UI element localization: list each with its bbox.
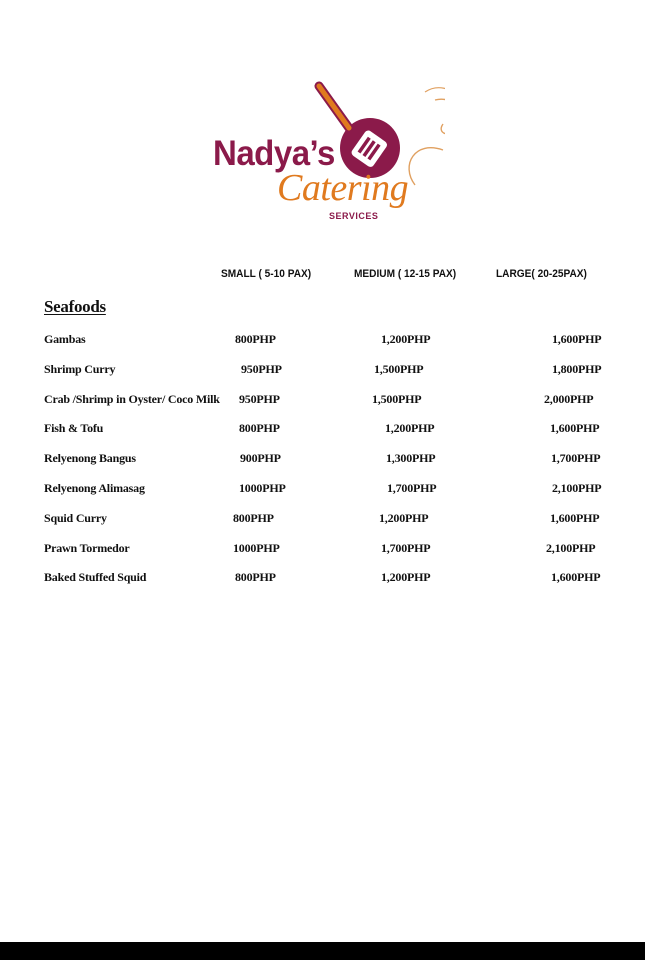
item-name: Shrimp Curry: [44, 362, 116, 376]
price-large: 2,100PHP: [546, 541, 596, 555]
menu-row: [0, 451, 645, 471]
price-medium: 1,200PHP: [381, 332, 431, 346]
price-large: 2,100PHP: [552, 481, 602, 495]
price-small: 800PHP: [233, 511, 274, 525]
price-small: 900PHP: [240, 451, 281, 465]
item-name: Crab /Shrimp in Oyster/ Coco Milk: [44, 392, 220, 406]
price-medium: 1,200PHP: [381, 570, 431, 584]
price-medium: 1,200PHP: [385, 421, 435, 435]
price-medium: 1,500PHP: [374, 362, 424, 376]
price-small: 800PHP: [235, 332, 276, 346]
price-large: 1,800PHP: [552, 362, 602, 376]
item-name: Relyenong Alimasag: [44, 481, 145, 495]
menu-row: [0, 570, 645, 590]
section-title: Seafoods: [44, 297, 106, 316]
menu-row: [0, 392, 645, 412]
price-medium: 1,300PHP: [386, 451, 436, 465]
item-name: Squid Curry: [44, 511, 107, 525]
menu-row: [0, 541, 645, 561]
company-logo: [205, 80, 445, 230]
column-header-large: LARGE( 20-25PAX): [496, 268, 587, 280]
price-large: 1,600PHP: [552, 332, 602, 346]
menu-row: [0, 511, 645, 531]
price-small: 1000PHP: [233, 541, 280, 555]
item-name: Fish & Tofu: [44, 421, 104, 435]
item-name: Prawn Tormedor: [44, 541, 130, 555]
price-small: 1000PHP: [239, 481, 286, 495]
column-header-small: SMALL ( 5-10 PAX): [221, 268, 312, 280]
price-small: 800PHP: [239, 421, 280, 435]
menu-row: [0, 481, 645, 501]
logo-name-text: Nadya’s: [213, 132, 335, 173]
menu-row: [0, 421, 645, 441]
price-large: 2,000PHP: [544, 392, 594, 406]
price-large: 1,700PHP: [551, 451, 601, 465]
bottom-black-bar: [0, 942, 645, 960]
price-medium: 1,200PHP: [379, 511, 429, 525]
item-name: Relyenong Bangus: [44, 451, 136, 465]
item-name: Gambas: [44, 332, 86, 346]
price-medium: 1,700PHP: [387, 481, 437, 495]
logo-services-text: SERVICES: [329, 211, 379, 221]
price-small: 800PHP: [235, 570, 276, 584]
price-large: 1,600PHP: [551, 570, 601, 584]
logo-catering-text: Catering: [277, 167, 409, 209]
price-large: 1,600PHP: [550, 511, 600, 525]
price-medium: 1,700PHP: [381, 541, 431, 555]
menu-row: [0, 362, 645, 382]
price-medium: 1,500PHP: [372, 392, 422, 406]
price-small: 950PHP: [239, 392, 280, 406]
column-header-medium: MEDIUM ( 12-15 PAX): [354, 268, 457, 280]
menu-row: [0, 332, 645, 352]
price-small: 950PHP: [241, 362, 282, 376]
item-name: Baked Stuffed Squid: [44, 570, 147, 584]
price-large: 1,600PHP: [550, 421, 600, 435]
